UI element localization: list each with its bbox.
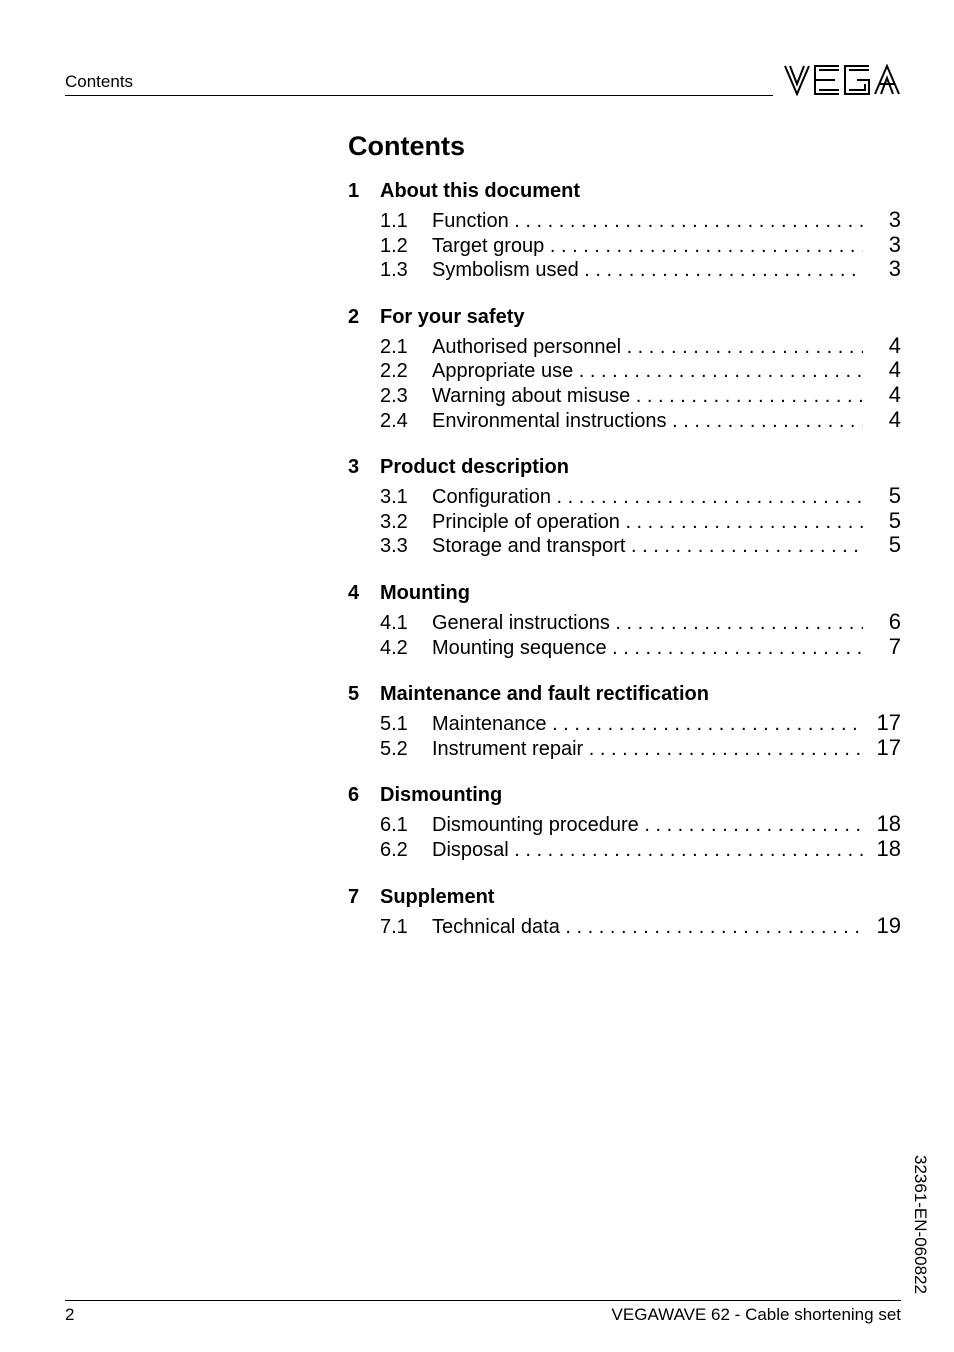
toc-sections <box>348 176 901 938</box>
entry-title: Authorised personnel . . . <box>432 335 863 360</box>
toc-entry[interactable] <box>348 334 901 359</box>
entry-title: Principle of operation . . . <box>432 510 863 535</box>
entry-number: 2.2 <box>380 360 408 383</box>
entry-number: 6.1 <box>380 814 408 837</box>
entry-number: 4.1 <box>380 611 408 634</box>
header-rule <box>65 95 773 96</box>
section-number: 7 <box>348 885 360 908</box>
footer-rule <box>65 1300 901 1301</box>
toc-section <box>348 452 901 558</box>
entry-number: 2.4 <box>380 409 408 432</box>
entry-page-number: 5 <box>888 507 901 533</box>
toc-section-heading[interactable] <box>348 780 901 810</box>
table-of-contents <box>348 128 901 958</box>
toc-entry[interactable] <box>348 358 901 383</box>
toc-entry[interactable] <box>348 233 901 258</box>
entry-number: 1.2 <box>380 234 408 257</box>
running-header-label: Contents <box>65 72 134 91</box>
toc-section-heading[interactable] <box>348 452 901 482</box>
entry-title: Technical data . . . <box>432 915 863 940</box>
entry-title: Symbolism used . . . <box>432 258 863 283</box>
entry-title: Target group . . . <box>432 234 863 259</box>
toc-entry[interactable] <box>348 509 901 534</box>
toc-entry[interactable] <box>348 484 901 509</box>
entry-page-number: 5 <box>888 532 901 558</box>
entry-page-number: 17 <box>876 734 901 760</box>
toc-section-heading[interactable] <box>348 679 901 709</box>
toc-entry[interactable] <box>348 610 901 635</box>
entry-page-number: 4 <box>888 406 901 432</box>
section-number: 1 <box>348 180 360 202</box>
entry-title: Disposal . . . <box>432 838 863 863</box>
section-number: 4 <box>348 581 360 604</box>
toc-section-heading[interactable] <box>348 882 901 912</box>
entry-number: 6.2 <box>380 838 408 861</box>
entry-number: 3.3 <box>380 535 408 558</box>
toc-section <box>348 302 901 432</box>
entry-title: Configuration . . . <box>432 485 863 510</box>
toc-section <box>348 780 901 861</box>
entry-page-number: 19 <box>876 912 901 938</box>
entry-number: 4.2 <box>380 636 408 659</box>
toc-entry[interactable] <box>348 914 901 939</box>
entry-title: Dismounting procedure . . . <box>432 813 863 838</box>
entry-page-number: 18 <box>876 811 901 837</box>
entry-title: Instrument repair . . . <box>432 737 863 762</box>
toc-entry[interactable] <box>348 635 901 660</box>
entry-title: Appropriate use . . . <box>432 359 863 384</box>
entry-title: Storage and transport . . . <box>432 534 863 559</box>
entry-number: 5.2 <box>380 737 408 760</box>
section-title: Supplement <box>380 885 495 908</box>
entry-number: 1.3 <box>380 259 408 282</box>
entry-page-number: 6 <box>888 608 901 634</box>
entry-title: Function . . . <box>432 209 863 234</box>
entry-title: Warning about misuse . . . <box>432 384 863 409</box>
entry-number: 5.1 <box>380 713 408 736</box>
entry-number: 7.1 <box>380 915 408 938</box>
footer-document-title: VEGAWAVE 62 - Cable shortening set <box>611 1305 901 1324</box>
section-number: 3 <box>348 456 360 479</box>
section-title: Product description <box>380 456 569 479</box>
entry-title: Mounting sequence . . . <box>432 636 863 661</box>
toc-section-heading[interactable] <box>348 578 901 608</box>
document-code: 32361-EN-060822 <box>911 1155 930 1294</box>
section-title: For your safety <box>380 305 525 328</box>
entry-page-number: 5 <box>888 483 901 509</box>
toc-entry[interactable] <box>348 533 901 558</box>
entry-number: 3.1 <box>380 486 408 509</box>
section-title: Maintenance and fault rectification <box>380 683 709 706</box>
section-title: Dismounting <box>380 784 503 807</box>
entry-title: General instructions . . . <box>432 611 863 636</box>
toc-entry[interactable] <box>348 408 901 433</box>
section-title: Mounting <box>380 581 470 604</box>
entry-page-number: 18 <box>876 835 901 861</box>
toc-entry[interactable] <box>348 736 901 761</box>
section-number: 5 <box>348 683 360 706</box>
entry-title: Maintenance . . . <box>432 712 863 737</box>
toc-entry[interactable] <box>348 837 901 862</box>
entry-page-number: 17 <box>876 710 901 736</box>
entry-page-number: 3 <box>888 207 901 232</box>
entry-number: 3.2 <box>380 510 408 533</box>
entry-page-number: 4 <box>888 332 901 358</box>
toc-entry[interactable] <box>348 383 901 408</box>
entry-number: 2.1 <box>380 335 408 358</box>
toc-entry[interactable] <box>348 812 901 837</box>
toc-section <box>348 882 901 939</box>
toc-section <box>348 679 901 760</box>
toc-section-heading[interactable] <box>348 176 901 206</box>
toc-entry[interactable] <box>348 257 901 282</box>
toc-entry[interactable] <box>348 711 901 736</box>
entry-title: Environmental instructions . . . <box>432 409 863 434</box>
vega-logo <box>783 64 901 96</box>
entry-page-number: 4 <box>888 357 901 383</box>
footer-page-number: 2 <box>65 1305 75 1324</box>
section-number: 6 <box>348 784 360 807</box>
entry-page-number: 4 <box>888 381 901 407</box>
toc-section-heading[interactable] <box>348 302 901 332</box>
toc-entry[interactable] <box>348 208 901 233</box>
entry-number: 2.3 <box>380 384 408 407</box>
section-title: About this document <box>380 180 580 202</box>
toc-section <box>348 578 901 659</box>
entry-page-number: 7 <box>888 633 901 659</box>
entry-page-number: 3 <box>888 256 901 282</box>
entry-number: 1.1 <box>380 210 408 232</box>
toc-section <box>348 176 901 282</box>
entry-page-number: 3 <box>888 231 901 257</box>
section-number: 2 <box>348 305 360 328</box>
page-title: Contents <box>348 131 465 161</box>
